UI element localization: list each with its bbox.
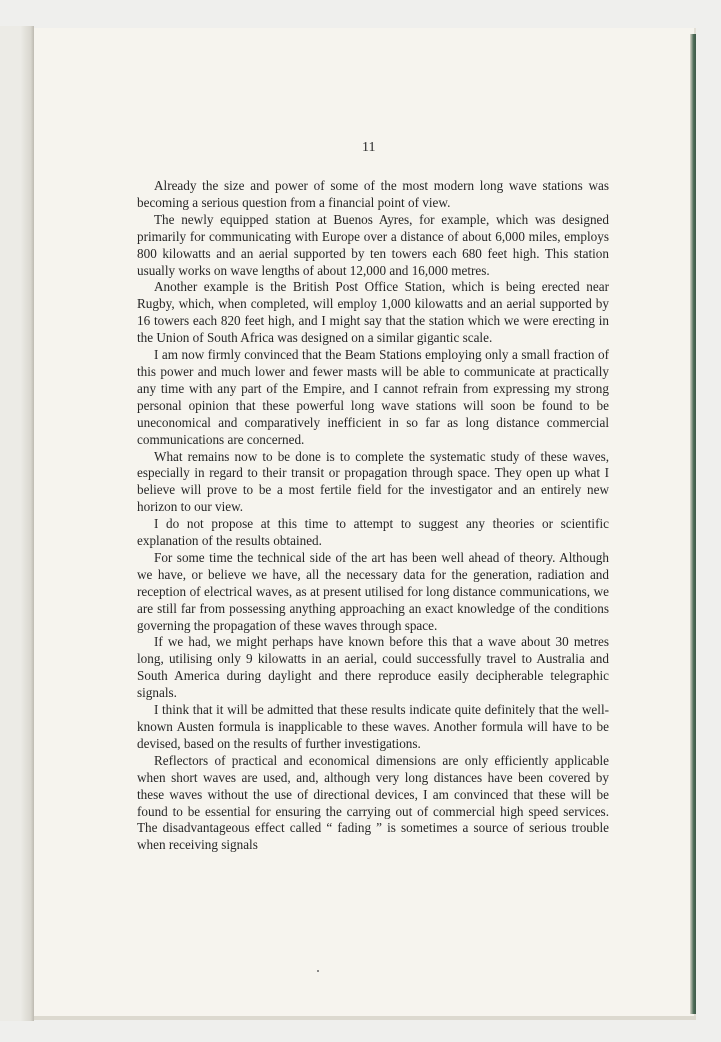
paragraph-3: Another example is the British Post Office Station, which is being erected near Rugby, which, when completed, will employ 1,000 kilowatts and an aerial supported by 16 towers each 820 feet high, and I might say that the station which we were erecting in the Union of South Africa was designed on a similar gigantic scale.: [137, 279, 609, 346]
book-cover-edge: [690, 34, 696, 1014]
paragraph-1: Already the size and power of some of the most modern long wave stations was becoming a serious question from a financial point of view.: [137, 178, 609, 210]
paragraph-4: I am now firmly convinced that the Beam Stations employing only a small fraction of this power and much lower and fewer masts will be able to communicate at practically any time with any part of the Empire, and I cannot refrain from expressing my strong personal opinion that these powerful long wave stations will soon be found to be uneconomical and comparatively inefficient in so far as long distance commercial communications are concerned.: [137, 347, 609, 447]
paragraph-8: If we had, we might perhaps have known before this that a wave about 30 metres long, utilising only 9 kilowatts in an aerial, could successfully travel to Australia and South America during daylight and there reproduce easily decipherable telegraphic signals.: [137, 634, 609, 701]
paragraph-10: Reflectors of practical and economical dimensions are only efficiently applicable when short waves are used, and, although very long distances have been covered by these waves without the use of directional devices, I am convinced that these will be found to be essential for ensuring the carrying out of commercial high speed services. The disadvantageous effect called “ fading ” is sometimes a source of serious trouble when receiving signals: [137, 752, 609, 853]
paragraph-6: I do not propose at this time to attempt to suggest any theories or scientific explanation of the results obtained.: [137, 516, 609, 549]
paragraph-2: The newly equipped station at Buenos Ayres, for example, which was designed primarily for communicating with Europe over a distance of about 6,000 miles, employs 800 kilowatts and an aerial supported by ten towers each 680 feet high. This station usually works on wave lengths of about 12,000 and 16,000 metres.: [137, 211, 609, 278]
page-bottom-edge: [34, 1016, 696, 1020]
paragraph-9: I think that it will be admitted that these results indicate quite definitely that the well-known Austen formula is inapplicable to these waves. Another formula will have to be devised, based on the results of further investigations.: [137, 702, 609, 751]
ink-speck: [317, 970, 319, 972]
paragraph-5: What remains now to be done is to complete the systematic study of these waves, especially in regard to their transit or propagation through space. They open up what I believe will prove to be a most fertile field for the investigator and an entirely new horizon to our view.: [137, 448, 609, 515]
body-text: [137, 178, 609, 854]
page-number: 11: [362, 140, 376, 155]
paragraph-7: For some time the technical side of the art has been well ahead of theory. Although we have, or believe we have, all the necessary data for the generation, radiation and reception of electrical waves, as at present utilised for long distance communications, we are still far from possessing anything approaching an exact knowledge of the conditions governing the propagation of these waves through space.: [137, 549, 609, 633]
facing-page-edge: [0, 26, 34, 1021]
